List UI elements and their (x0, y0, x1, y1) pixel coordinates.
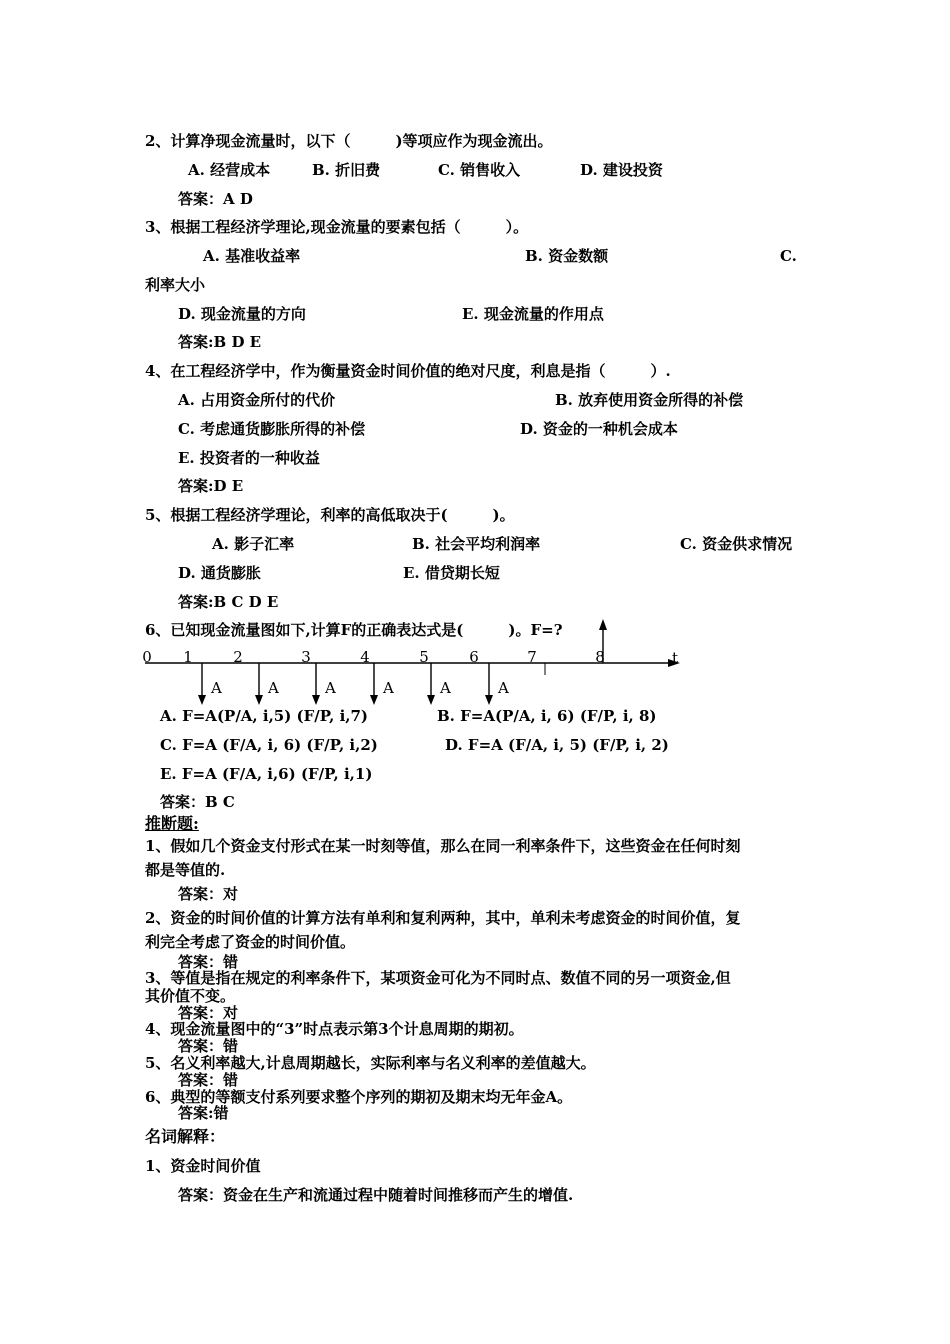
question-4-option-d: D. 资金的一种机会成本 (520, 420, 678, 438)
tf-question-1-line-1: 1、假如几个资金支付形式在某一时刻等值，那么在同一利率条件下，这些资金在任何时刻 (145, 837, 741, 855)
question-6-option-b: B. F=A(P/A, i, 6) (F/P, i, 8) (437, 707, 657, 725)
tf-answer-2: 答案：错 (178, 953, 239, 971)
term-question-1: 1、资金时间价值 (145, 1157, 261, 1175)
question-2-answer: 答案：A D (178, 190, 253, 208)
payment-arrow-4 (370, 663, 394, 705)
payment-arrow-6 (485, 663, 509, 705)
tf-answer-1: 答案：对 (178, 885, 239, 903)
question-4-answer: 答案:D E (178, 477, 244, 495)
payment-arrow-1 (198, 663, 222, 705)
tf-question-3-line-2: 其价值不变。 (145, 987, 236, 1005)
tick-label-3: 3 (301, 648, 311, 666)
tf-question-1-line-2: 都是等值的. (145, 861, 226, 879)
question-5-option-b: B. 社会平均利润率 (412, 535, 541, 553)
future-value-arrowhead (599, 619, 607, 630)
question-6-answer: 答案：B C (160, 793, 235, 811)
question-3-option-e: E. 现金流量的作用点 (462, 305, 604, 323)
tf-question-5: 5、名义利率越大,计息周期越长，实际利率与名义利率的差值越大。 (145, 1054, 596, 1072)
question-3-option-c-text: 利率大小 (145, 276, 206, 294)
payment-label: A (268, 679, 279, 697)
tick-label-4: 4 (360, 648, 370, 666)
tf-question-2-line-2: 利完全考虑了资金的时间价值。 (145, 933, 356, 951)
question-6-option-a: A. F=A(P/A, i,5) (F/P, i,7) (160, 707, 369, 725)
true-false-heading: 推断题: (145, 814, 199, 833)
tf-question-2-line-1: 2、资金的时间价值的计算方法有单利和复利两种，其中，单利未考虑资金的时间价值，复 (145, 909, 741, 927)
payment-label: A (498, 679, 509, 697)
payment-label: A (325, 679, 336, 697)
question-3-option-c-label: C. (780, 247, 797, 265)
tick-label-5: 5 (419, 648, 429, 666)
question-2-option-c: C. 销售收入 (438, 161, 521, 179)
tf-question-4: 4、现金流量图中的“3”时点表示第3个计息周期的期初。 (145, 1020, 524, 1038)
tf-answer-5: 答案：错 (178, 1071, 239, 1089)
tick-label-7: 7 (527, 648, 537, 666)
question-4-option-b: B. 放弃使用资金所得的补偿 (555, 391, 744, 409)
tick-label-8: 8 (595, 648, 605, 666)
question-3-option-a: A. 基准收益率 (203, 247, 301, 265)
tf-question-6: 6、典型的等额支付系列要求整个序列的期初及期末均无年金A。 (145, 1088, 573, 1106)
tick-label-6: 6 (469, 648, 479, 666)
question-5-option-a: A. 影子汇率 (212, 535, 295, 553)
question-5-stem: 5、根据工程经济学理论，利率的高低取决于( )。 (145, 506, 515, 524)
question-3-stem: 3、根据工程经济学理论,现金流量的要素包括（ ）。 (145, 218, 529, 236)
payment-arrow-2 (255, 663, 279, 705)
question-6-option-d: D. F=A (F/A, i, 5) (F/P, i, 2) (445, 736, 669, 754)
time-axis-label: t (672, 649, 679, 667)
question-3-answer: 答案:B D E (178, 333, 262, 351)
question-6-option-e: E. F=A (F/A, i,6) (F/P, i,1) (160, 765, 373, 783)
payment-label: A (440, 679, 451, 697)
tf-answer-4: 答案：错 (178, 1037, 239, 1055)
question-2-stem: 2、计算净现金流量时，以下（ )等项应作为现金流出。 (145, 132, 553, 150)
payment-label: A (211, 679, 222, 697)
question-5-answer: 答案:B C D E (178, 593, 279, 611)
payment-arrow-5 (427, 663, 451, 705)
question-4-option-e: E. 投资者的一种收益 (178, 449, 320, 467)
question-3-option-d: D. 现金流量的方向 (178, 305, 306, 323)
cash-flow-diagram (0, 615, 950, 705)
question-2-option-a: A. 经营成本 (188, 161, 271, 179)
question-6-option-c: C. F=A (F/A, i, 6) (F/P, i,2) (160, 736, 378, 754)
question-6-stem: 6、已知现金流量图如下,计算F的正确表达式是( )。F=? (145, 621, 563, 639)
question-5-option-e: E. 借贷期长短 (403, 564, 500, 582)
question-3-option-b: B. 资金数额 (525, 247, 609, 265)
question-2-option-b: B. 折旧费 (312, 161, 381, 179)
payment-arrow-3 (312, 663, 336, 705)
question-2-option-d: D. 建设投资 (580, 161, 663, 179)
question-4-stem: 4、在工程经济学中，作为衡量资金时间价值的绝对尺度，利息是指（ ）. (145, 362, 671, 380)
tick-label-2: 2 (233, 648, 243, 666)
payment-arrows (198, 663, 509, 705)
tick-label-1: 1 (183, 648, 193, 666)
tf-answer-3: 答案：对 (178, 1004, 239, 1022)
term-answer-1: 答案：资金在生产和流通过程中随着时间推移而产生的增值. (178, 1186, 574, 1204)
payment-label: A (383, 679, 394, 697)
question-4-option-a: A. 占用资金所付的代价 (178, 391, 336, 409)
tf-answer-6: 答案:错 (178, 1104, 229, 1122)
term-explanation-heading: 名词解释： (145, 1127, 226, 1146)
tf-question-3-line-1: 3、等值是指在规定的利率条件下，某项资金可化为不同时点、数值不同的另一项资金,但 (145, 969, 731, 987)
question-5-option-c: C. 资金供求情况 (680, 535, 793, 553)
question-5-option-d: D. 通货膨胀 (178, 564, 261, 582)
question-4-option-c: C. 考虑通货膨胀所得的补偿 (178, 420, 366, 438)
tick-label-0: 0 (142, 648, 152, 666)
